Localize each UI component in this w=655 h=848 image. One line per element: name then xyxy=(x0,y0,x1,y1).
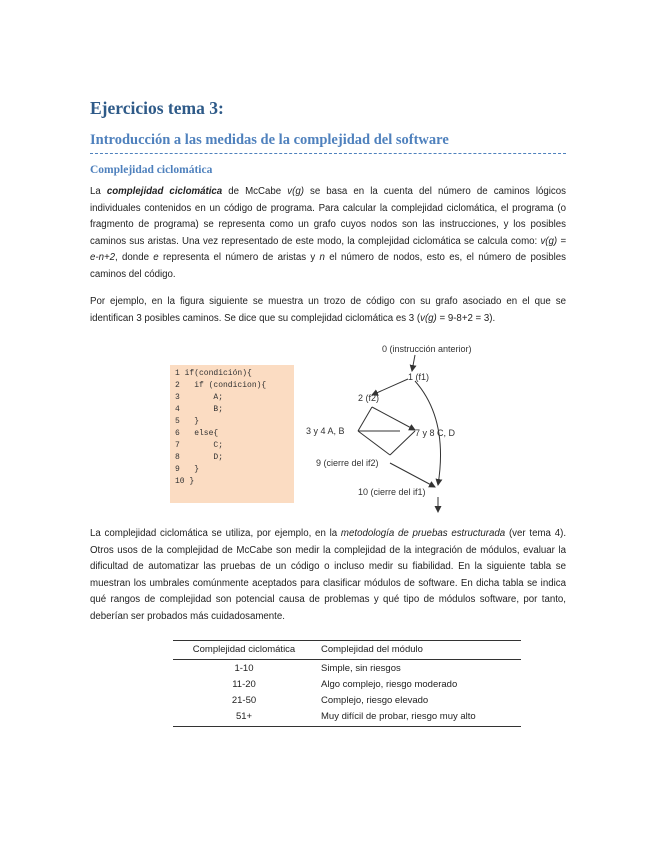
node-9: 9 (cierre del if2) xyxy=(316,458,379,468)
code-snippet xyxy=(170,365,294,503)
term-complejidad: complejidad ciclomática xyxy=(106,186,223,197)
code-line: 5 } xyxy=(175,417,200,426)
control-flow-graph xyxy=(290,335,520,515)
example-paragraph: Por ejemplo, en la figura siguiente se muestra un trozo de código con su grafo asociado en el que se identifican 3 posibles caminos. Se dice que su complejidad ciclomática es 3 (v(g) = 9-8+2 = 3). xyxy=(90,296,566,324)
code-line: 9 } xyxy=(175,465,200,474)
code-line: 2 if (condicion){ xyxy=(175,381,267,390)
table-row xyxy=(173,660,521,677)
table-cell: Complejo, riesgo elevado xyxy=(321,695,429,706)
table-cell: Simple, sin riesgos xyxy=(321,663,401,674)
code-line: 7 C; xyxy=(175,441,224,450)
node-3-4: 3 y 4 A, B xyxy=(306,426,345,436)
table-cell: 11-20 xyxy=(232,679,256,690)
edge-9-10 xyxy=(390,463,435,487)
term-metodologia: metodología de pruebas estructurada xyxy=(340,528,506,539)
code-line: 10 } xyxy=(175,477,195,486)
node-2: 2 (f2) xyxy=(358,393,380,403)
page-title: Ejercicios tema 3: xyxy=(90,98,224,118)
code-line: 4 B; xyxy=(175,405,224,414)
column-header: Complejidad del módulo xyxy=(315,641,521,660)
node-7-8: 7 y 8 C, D xyxy=(415,428,456,438)
table-cell: 21-50 xyxy=(231,695,257,706)
node-10: 10 (cierre del if1) xyxy=(358,487,426,497)
node-1: 1 (f1) xyxy=(408,372,430,382)
code-line: 6 else{ xyxy=(175,429,219,438)
thresholds-table xyxy=(173,640,521,727)
table-cell: 1-10 xyxy=(234,663,254,674)
table-row xyxy=(173,676,521,692)
usage-paragraph: La complejidad ciclomática se utiliza, por ejemplo, en la metodología de pruebas estructurada (ver tema 4). Otros usos de la complejidad de McCabe son medir la complejidad de la integración de módulos, evaluar la dificultad de automatizar las pruebas de un código o incluso medir su fiabilidad. En la siguiente tabla se muestran los umbrales comúnmente aceptados para clasificar módulos de software. En dicha tabla se indica qué rangos de complejidad son potencial causa de problemas y qué tipo de módulos software, por tanto, deberían ser probados más cuidadosamente. xyxy=(90,528,567,622)
intro-paragraph: La complejidad ciclomática de McCabe v(g) se basa en la cuenta del número de caminos lógicos individuales contenidos en un código de programa. Para calcular la complejidad ciclomática, el programa (o fragmento de programa) se representa como un grafo cuyos nodos son las instrucciones, y los posibles caminos sus aristas. Una vez representado de este modo, la complejidad ciclomática se calcula como: v(g) = e-n+2, donde e representa el número de aristas y n el número de nodos, esto es, el número de posibles caminos del código. xyxy=(90,186,566,280)
section-heading: Introducción a las medidas de la complejidad del software xyxy=(90,132,566,154)
table-cell: Muy difícil de probar, riesgo muy alto xyxy=(315,708,521,727)
edge-2-7 xyxy=(372,407,415,430)
code-line: 1 if(condición){ xyxy=(175,369,252,378)
formula: v(g) = e-n+2 xyxy=(90,235,566,264)
subsection-heading: Complejidad ciclomática xyxy=(90,164,213,176)
edge-7-9 xyxy=(390,431,415,455)
table-row xyxy=(173,708,521,727)
table-header-row xyxy=(173,641,521,660)
table-row xyxy=(173,692,521,708)
column-header: Complejidad ciclomática xyxy=(173,641,315,660)
table-cell: 51+ xyxy=(173,708,315,727)
edge-3-9 xyxy=(358,431,390,455)
code-line: 8 D; xyxy=(175,453,224,462)
edge-3-2 xyxy=(358,407,372,431)
edge-0-1 xyxy=(412,355,415,371)
code-line: 3 A; xyxy=(175,393,224,402)
table-cell: Algo complejo, riesgo moderado xyxy=(321,679,458,690)
node-0: 0 (instrucción anterior) xyxy=(382,344,472,354)
